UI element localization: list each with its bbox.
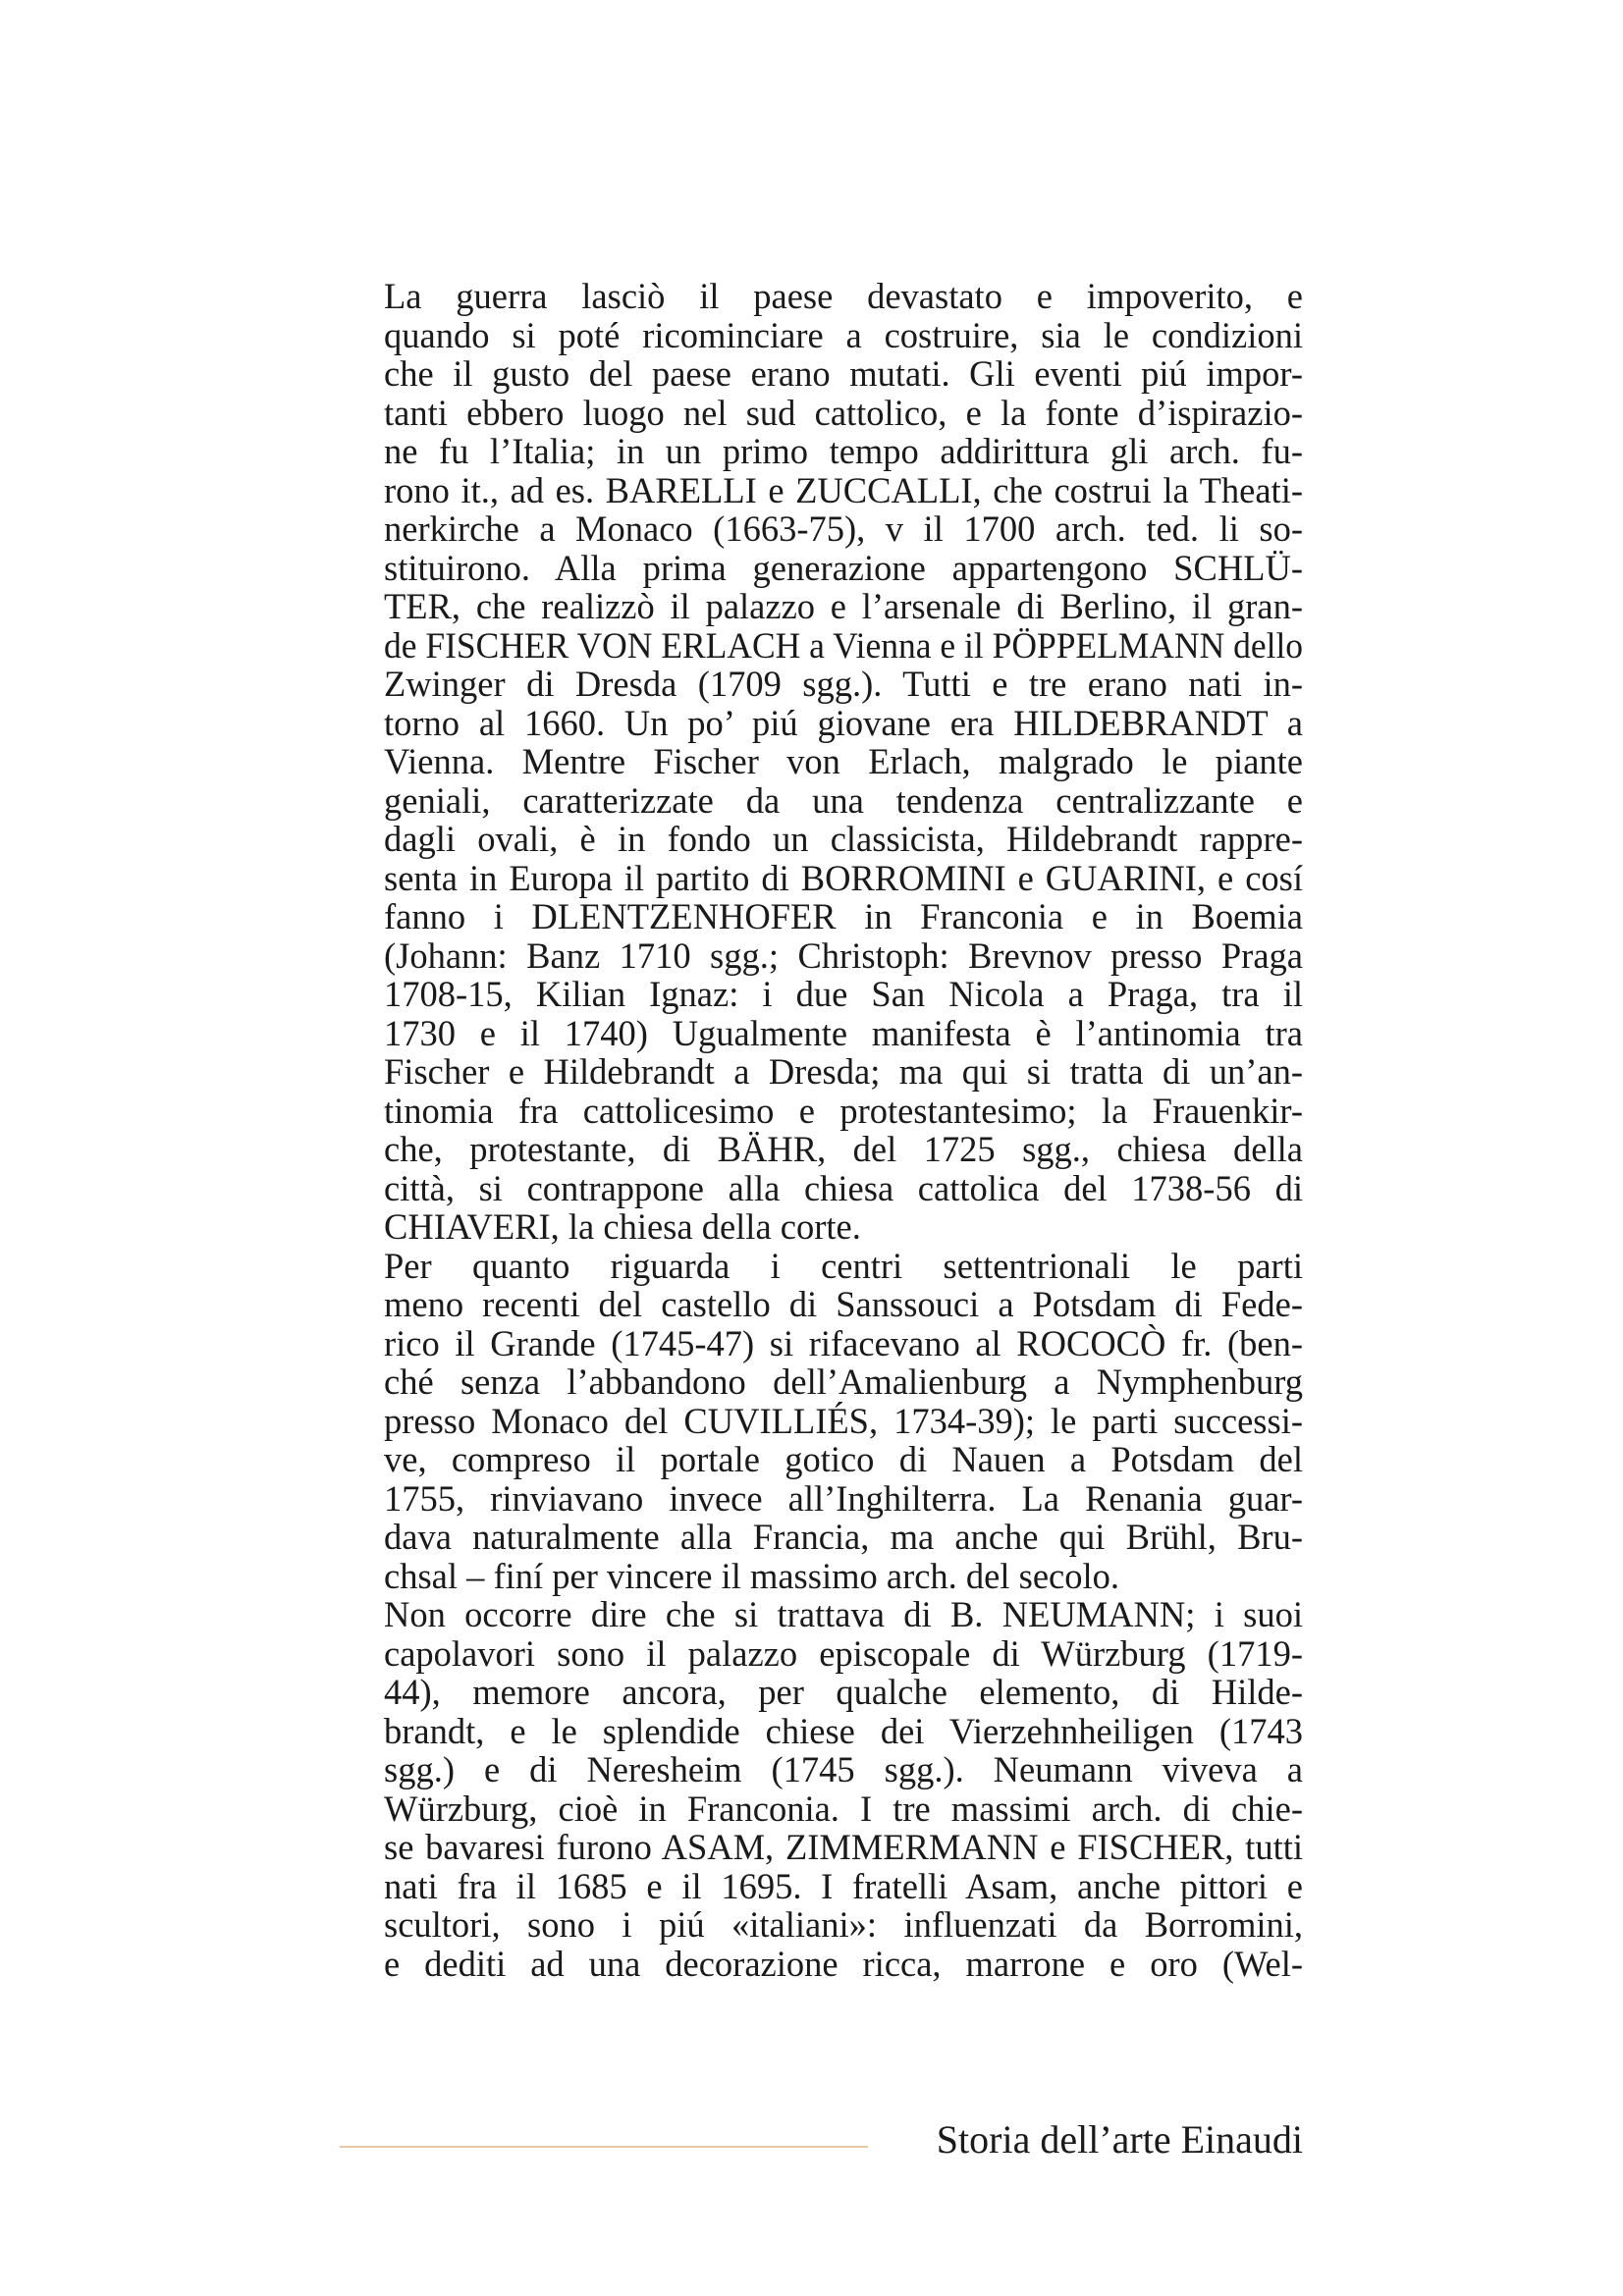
text-line: quando si poté ricominciare a costruire, sia le condizioni — [384, 314, 1303, 355]
text-line: Fischer e Hildebrandt a Dresda; ma qui si tratta di un’an- — [384, 1051, 1303, 1092]
text-line: 44), memore ancora, per qualche elemento, di Hilde- — [384, 1672, 1303, 1712]
text-line: geniali, caratterizzate da una tendenza centralizzante e — [384, 779, 1303, 821]
text-line: brandt, e le splendide chiese dei Vierzehnheiligen (1743 — [384, 1710, 1303, 1751]
text-line: ne fu l’Italia; in un primo tempo addirittura gli arch. fu- — [384, 431, 1303, 471]
text-line: Würzburg, cioè in Franconia. I tre massimi arch. di chie- — [384, 1788, 1303, 1829]
footer-title: Storia dell’arte Einaudi — [936, 2117, 1303, 2162]
text-line: 1755, rinviavano invece all’Inghilterra. La Renania guar- — [384, 1477, 1303, 1519]
text-line: sgg.) e di Neresheim (1745 sgg.). Neumann viveva a — [384, 1749, 1303, 1789]
text-line: fanno i DLENTZENHOFER in Franconia e in Boemia — [384, 896, 1303, 936]
text-line: tanti ebbero luogo nel sud cattolico, e la fonte d’ispirazio- — [384, 392, 1303, 433]
text-line: chsal – finí per vincere il massimo arch. del secolo. — [384, 1555, 1120, 1596]
text-line: scultori, sono i piú «italiani»: influenzati da Borromini, — [384, 1904, 1303, 1945]
text-line: (Johann: Banz 1710 sgg.; Christoph: Brevnov presso Praga — [384, 934, 1303, 976]
text-line: senta in Europa il partito di BORROMINI e GUARINI, e cosí — [384, 857, 1303, 898]
text-line: se bavaresi furono ASAM, ZIMMERMANN e FISCHER, tutti — [384, 1827, 1303, 1867]
body-text — [384, 277, 1303, 1983]
text-line: che, protestante, di BÄHR, del 1725 sgg., chiesa della — [384, 1129, 1303, 1169]
text-line: Per quanto riguarda i centri settentrionali le parti — [384, 1245, 1303, 1286]
text-line: Vienna. Mentre Fischer von Erlach, malgrado le piante — [384, 741, 1303, 781]
text-line: città, si contrappone alla chiesa cattolica del 1738-56 di — [384, 1167, 1303, 1208]
text-line: Zwinger di Dresda (1709 sgg.). Tutti e tre erano nati in- — [384, 664, 1303, 704]
text-line: CHIAVERI, la chiesa della corte. — [384, 1206, 861, 1247]
text-line: TER, che realizzò il palazzo e l’arsenale di Berlino, il gran- — [384, 586, 1303, 626]
text-line: torno al 1660. Un po’ piú giovane era HILDEBRANDT a — [384, 702, 1303, 743]
text-line: nerkirche a Monaco (1663-75), v il 1700 arch. ted. li so- — [384, 508, 1303, 549]
page-footer — [340, 2110, 1303, 2169]
text-line: rono it., ad es. BARELLI e ZUCCALLI, che costrui la Theati- — [384, 469, 1303, 510]
text-line: tinomia fra cattolicesimo e protestantesimo; la Frauenkir- — [384, 1090, 1303, 1131]
text-line: rico il Grande (1745-47) si rifacevano al ROCOCÒ fr. (ben- — [384, 1322, 1303, 1363]
text-line: La guerra lasciò il paese devastato e impoverito, e — [384, 276, 1303, 316]
text-line: 1730 e il 1740) Ugualmente manifesta è l’antinomia tra — [384, 1012, 1303, 1053]
text-line: dagli ovali, è in fondo un classicista, Hildebrandt rappre- — [384, 819, 1303, 859]
text-line: dava naturalmente alla Francia, ma anche qui Brühl, Bru- — [384, 1517, 1303, 1557]
text-line: nati fra il 1685 e il 1695. I fratelli Asam, anche pittori e — [384, 1865, 1303, 1906]
footer-rule — [340, 2146, 868, 2148]
text-line: Non occorre dire che si trattava di B. NEUMANN; i suoi — [384, 1594, 1303, 1634]
text-line: 1708-15, Kilian Ignaz: i due San Nicola a Praga, tra il — [384, 974, 1303, 1014]
text-line: ve, compreso il portale gotico di Nauen a Potsdam del — [384, 1439, 1303, 1479]
text-line: presso Monaco del CUVILLIÉS, 1734-39); le parti successi- — [384, 1400, 1303, 1441]
text-line: capolavori sono il palazzo episcopale di Würzburg (1719- — [384, 1632, 1303, 1674]
text-line: de FISCHER VON ERLACH a Vienna e il PÖPPELMANN dello — [384, 624, 1304, 666]
text-line: meno recenti del castello di Sanssouci a Potsdam di Fede- — [384, 1284, 1303, 1324]
text-line: che il gusto del paese erano mutati. Gli eventi piú impor- — [384, 353, 1303, 394]
text-line: stituirono. Alla prima generazione appartengono SCHLÜ- — [384, 547, 1303, 588]
text-line: ché senza l’abbandono dell’Amalienburg a Nymphenburg — [384, 1362, 1303, 1402]
text-line: e dediti ad una decorazione ricca, marrone e oro (Wel- — [384, 1943, 1303, 1984]
